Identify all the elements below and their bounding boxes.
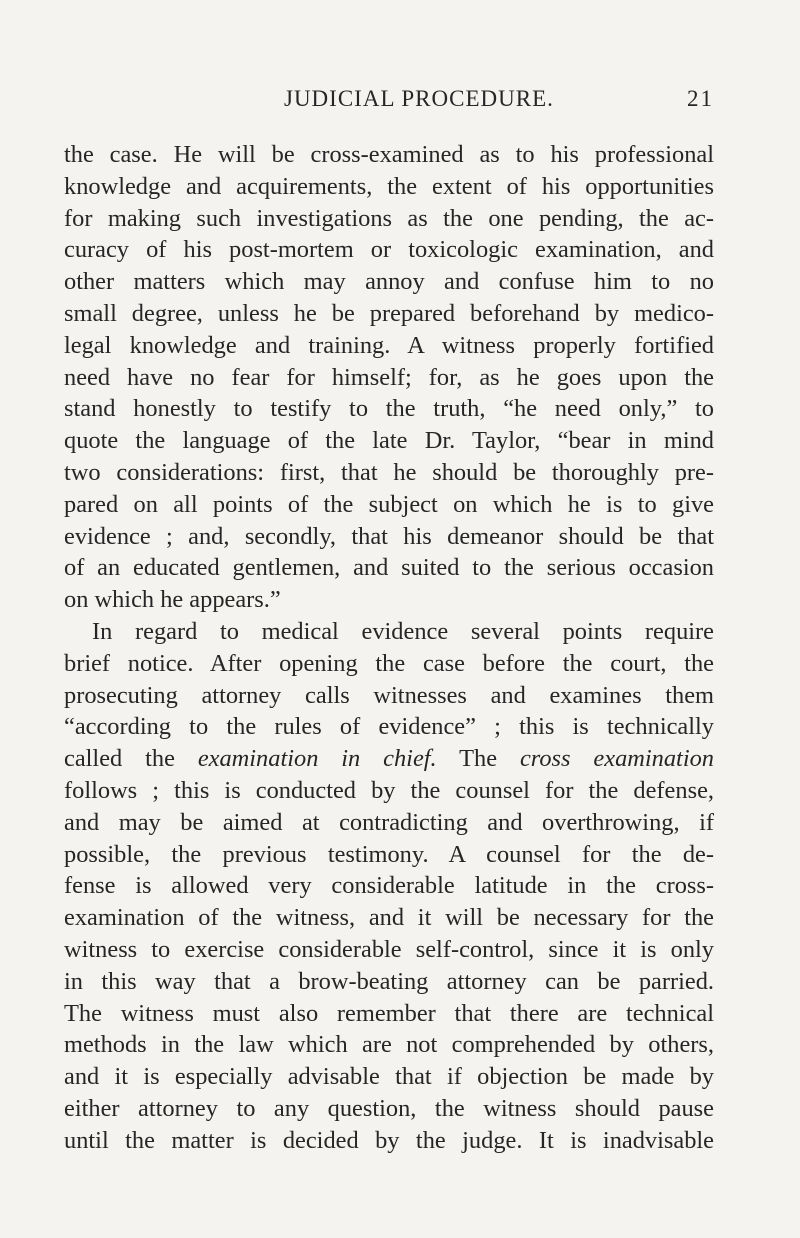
- text-line: [64, 616, 714, 648]
- text-line: [64, 1029, 714, 1061]
- text-segment: evidence ; and, secondly, that his demeanor should be that: [64, 522, 714, 550]
- text-segment: legal knowledge and training. A witness properly fortified: [64, 331, 714, 359]
- text-line: [64, 807, 714, 839]
- text-line: [64, 393, 714, 425]
- text-line: [64, 425, 714, 457]
- text-line: [64, 1061, 714, 1093]
- text-line: [64, 489, 714, 521]
- text-segment: methods in the law which are not comprehended by others,: [64, 1031, 714, 1059]
- text-segment: called the: [64, 745, 198, 773]
- text-segment: until the matter is decided by the judge. It is inadvisable: [64, 1126, 714, 1154]
- text-line: [64, 711, 714, 743]
- text-segment: pared on all points of the subject on which he is to give: [64, 490, 714, 518]
- text-line: [64, 362, 714, 394]
- text-segment: stand honestly to testify to the truth, “he need only,” to: [64, 395, 714, 423]
- text-line: [64, 648, 714, 680]
- body-text: [64, 139, 714, 1157]
- text-segment: either attorney to any question, the witness should pause: [64, 1094, 714, 1122]
- running-title: JUDICIAL PROCEDURE.: [284, 86, 554, 111]
- text-line: [64, 743, 714, 775]
- text-line: [64, 203, 714, 235]
- text-segment: fense is allowed very considerable latitude in the cross-: [64, 872, 714, 900]
- text-line: [64, 171, 714, 203]
- text-segment: need have no fear for himself; for, as he goes upon the: [64, 363, 714, 391]
- text-line: [64, 584, 714, 616]
- text-line: [64, 139, 714, 171]
- text-segment: curacy of his post-mortem or toxicologic examination, and: [64, 236, 714, 264]
- text-segment: small degree, unless he be prepared beforehand by medico-: [64, 299, 714, 327]
- text-segment: for making such investigations as the one pending, the ac-: [64, 204, 714, 232]
- text-segment: the case. He will be cross-examined as to his professional: [64, 141, 714, 168]
- text-line: [64, 298, 714, 330]
- text-line: [64, 330, 714, 362]
- text-segment: examination of the witness, and it will be necessary for the: [64, 904, 714, 932]
- text-segment: and may be aimed at contradicting and overthrowing, if: [64, 808, 714, 836]
- text-segment: prosecuting attorney calls witnesses and examines them: [64, 681, 714, 709]
- text-segment: The: [436, 745, 520, 773]
- text-segment: knowledge and acquirements, the extent of his opportunities: [64, 172, 714, 200]
- text-segment: The witness must also remember that there are technical: [64, 999, 714, 1027]
- text-segment: witness to exercise considerable self-control, since it is only: [64, 935, 714, 963]
- text-line: [64, 266, 714, 298]
- text-line: [64, 902, 714, 934]
- text-line: [64, 457, 714, 489]
- text-line: [64, 839, 714, 871]
- text-segment: possible, the previous testimony. A counsel for the de-: [64, 840, 714, 868]
- text-segment: quote the language of the late Dr. Taylor, “bear in mind: [64, 427, 714, 455]
- text-line: [64, 934, 714, 966]
- text-line: [64, 1125, 714, 1157]
- text-segment: on which he appears.”: [64, 586, 281, 614]
- text-line: [64, 1093, 714, 1125]
- text-line: [64, 552, 714, 584]
- text-segment: two considerations: first, that he should be thoroughly pre-: [64, 458, 714, 486]
- text-segment: In regard to medical evidence several points require: [92, 617, 714, 645]
- text-segment: brief notice. After opening the case before the court, the: [64, 649, 714, 677]
- text-segment: follows ; this is conducted by the counsel for the defense,: [64, 776, 714, 804]
- italic-phrase: examination in chief.: [197, 745, 437, 773]
- italic-phrase: cross examination: [519, 745, 714, 773]
- text-segment: and it is especially advisable that if objection be made by: [64, 1063, 714, 1091]
- text-segment: “according to the rules of evidence” ; this is technically: [64, 713, 714, 741]
- text-line: [64, 870, 714, 902]
- text-line: [64, 966, 714, 998]
- running-head: [64, 86, 714, 116]
- text-line: [64, 521, 714, 553]
- page-number: 21: [687, 86, 714, 111]
- text-line: [64, 998, 714, 1030]
- text-segment: of an educated gentlemen, and suited to the serious occasion: [64, 554, 714, 582]
- text-segment: in this way that a brow-beating attorney can be parried.: [64, 967, 714, 995]
- text-line: [64, 234, 714, 266]
- text-line: [64, 680, 714, 712]
- text-line: [64, 775, 714, 807]
- text-segment: other matters which may annoy and confuse him to no: [64, 268, 714, 296]
